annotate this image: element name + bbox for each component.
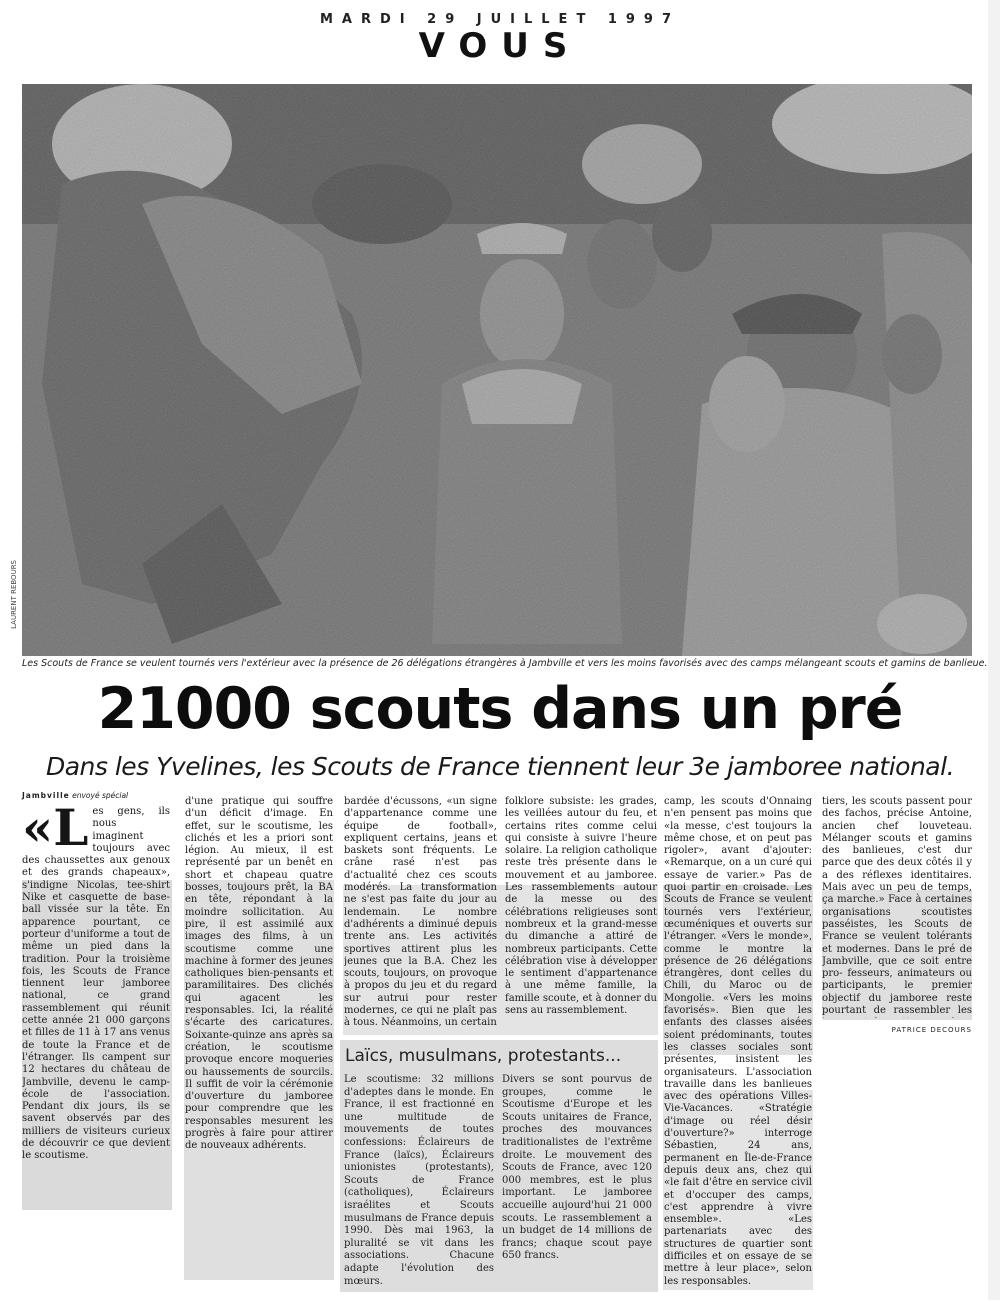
crowd-photo-illustration [22, 84, 972, 656]
section-title: VOUS [418, 26, 582, 66]
column-6-text: tiers, les scouts passent pour des fachos, précise Antoine, ancien chef louveteau. Mélanger scouts et gamins des banlieues, c'est dur parce que des deux côtés il y a des réflexes identitaires. Mais avec un peu de temps, ça marche.» Face à certaines organisations scoutistes passéistes, les Scouts de France se veulent tolérants et modernes. Dans le pré de Jambville, que ce soit entre pro- fesseurs, animateurs ou participants, le premier objectif du jamboree reste pourtant de rassembler les [822, 796, 972, 1017]
column-5-text: camp, les scouts d'Onnaing n'en pensent pas moins que «la messe, c'est toujours la même chose, et on peut pas rigoler», avant d'ajouter: «Remarque, on a un curé qui essaye de varier.» Pas de quoi partir en croisade. Les Scouts de France se veulent tournés vers l'extérieur, œcuméniques et ouverts sur l'étranger. «Vers le monde», comme le montre la présence de 26 délégations étrangères, dont celles du Chili, du Maroc ou de Mongolie. «Vers les moins favorisés». Bien que les enfants des classes aisées soient prédominants, toutes les classes sociales sont présentes, insistent les organisateurs. L'association travaille dans les banlieues avec des opérations Villes-Vie-Vacances. «Stratégie d'image ou réel désir d'ouverture?» interroge Sébastien, 24 ans, permanent en Île-de-France depuis deux ans, chez qui «le fait d'être en service civil et d'occuper des camps, c'est apprendre à vivre ensemble». «Les partenariats avec des structures de quartier sont difficiles et on essaye de se mettre à leur place», selon les responsables. [664, 796, 812, 1287]
column-1-text: es gens, ils nous imaginent toujours avec des chaussettes aux genoux et des grands chapeaux», s'indigne Nicolas, tee-shirt Nike et casquette de base-ball vissée sur la tête. En apparence pourtant, ce porteur d'uniforme a tout de même un pied dans la tradition. Pour la troisième fois, les Scouts de France tiennent leur jamboree national, ce grand rassemblement qui réunit cette année 21 000 garçons et filles de 11 à 17 ans venus de toute la France et de l'étranger. Ils campent sur 12 hectares du château de Jambville, devenu le camp-école de l'association. Pendant dix jours, ils se savent observés par des milliers de visiteurs curieux de découvrir ce que devient le scoutisme. [22, 806, 170, 1162]
subheadline: Dans les Yvelines, les Scouts de France tiennent leur 3e jamboree national. [45, 752, 955, 781]
sidebar-column-1 [344, 1074, 494, 1292]
article-column-6 [822, 796, 972, 1018]
scan-edge [988, 0, 1000, 1300]
article-column-4 [505, 796, 657, 1040]
dropcap: «L [22, 806, 89, 857]
article-column-1 [22, 806, 170, 1302]
photo-credit: LAURENT REBOURS [10, 560, 18, 629]
author-signature: PATRICE DECOURS [891, 1026, 972, 1034]
article-photo [22, 84, 972, 656]
byline [22, 791, 128, 800]
article-column-3 [344, 796, 497, 1040]
photo-caption: Les Scouts de France se veulent tournés vers l'extérieur avec la présence de 26 délégations étrangères à Jambville et vers les moins favorisés avec des camps mélangeant scouts et gamins de banlieue. [22, 658, 988, 669]
column-2-text: d'une pratique qui souffre d'un déficit d'image. En effet, sur le scoutisme, les clichés et les a priori sont légion. Au mieux, il est représenté par un benêt en short et chapeau quatre bosses, toujours prêt, la BA en tête, répondant à la moindre sollicitation. Au pire, il est assimilé aux images des films, à un scoutisme comme une machine à former des jeunes catholiques bien-pensants et paramilitaires. Des clichés qui agacent les responsables. Ici, la réalité s'écarte des caricatures. Soixante-quinze ans après sa création, le scoutisme provoque encore moqueries ou haussements de sourcils. Il suffit de voir la cérémonie d'ouverture du jamboree pour comprendre que les responsables mesurent les progrès à faire pour attirer de nouveaux adhérents. [185, 796, 333, 1152]
sidebar-column-2 [502, 1074, 652, 1292]
column-3-text: bardée d'écussons, «un signe d'appartenance comme une équipe de football», expliquent certains, jeans et baskets sont fréquents. Le crâne rasé n'est pas d'actualité chez ces scouts modérés. La transformation ne s'est pas faite du jour au lendemain. Le nombre d'adhérents a diminué depuis trente ans. Les activités sportives attirent plus les jeunes que la B.A. Chez les scouts, toujours, on provoque à propos du jeu et du regard sur autrui pour rester modernes, ce qui ne plaît pas à tous. Néanmoins, un certain [344, 796, 497, 1029]
column-4-text: folklore subsiste: les grades, les veillées autour du feu, et certains rites comme celui qui consiste à suivre l'heure solaire. La religion catholique reste très présente dans le mouvement et au jamboree. Les rassemblements autour de la messe ou des célébrations religieuses sont nombreux et la grand-messe du dimanche a attiré de nombreux participants. Cette célébration vise à développer le sentiment d'appartenance à une même famille, la famille scoute, et à donner du sens au rassemblement. [505, 796, 657, 1017]
dateline: MARDI 29 JUILLET 1997 [319, 12, 681, 27]
byline-role: envoyé spécial [72, 791, 129, 800]
sidebar-title: Laïcs, musulmans, protestants... [345, 1046, 622, 1066]
article-column-5 [664, 796, 812, 1292]
sidebar-column-1-text: Le scoutisme: 32 millions d'adeptes dans le monde. En France, il est fractionné en une multitude de mouvements de toutes confessions: Éclaireurs de France (laïcs), Éclaireurs unionistes (protestants), Scouts de France (catholiques), Éclaireurs israélites et Scouts musulmans de France depuis 1990. Dès mai 1963, la pluralité se vit dans les associations. Chacune adapte l'évolution des mœurs. [344, 1074, 494, 1287]
byline-place: Jambville [22, 791, 70, 800]
sidebar-column-2-text: Divers se sont pourvus de groupes, comme le Scoutisme d'Europe et les Scouts unitaires de France, proches des mouvances traditionalistes de l'extrême droite. Le mouvement des Scouts de France, avec 120 000 membres, est le plus important. Le jamboree accueille aujourd'hui 21 000 scouts. Le rassemblement a un budget de 14 millions de francs; chaque scout paye 650 francs. [502, 1074, 652, 1262]
headline: 21000 scouts dans un pré [97, 676, 903, 742]
article-column-2 [185, 796, 333, 1292]
